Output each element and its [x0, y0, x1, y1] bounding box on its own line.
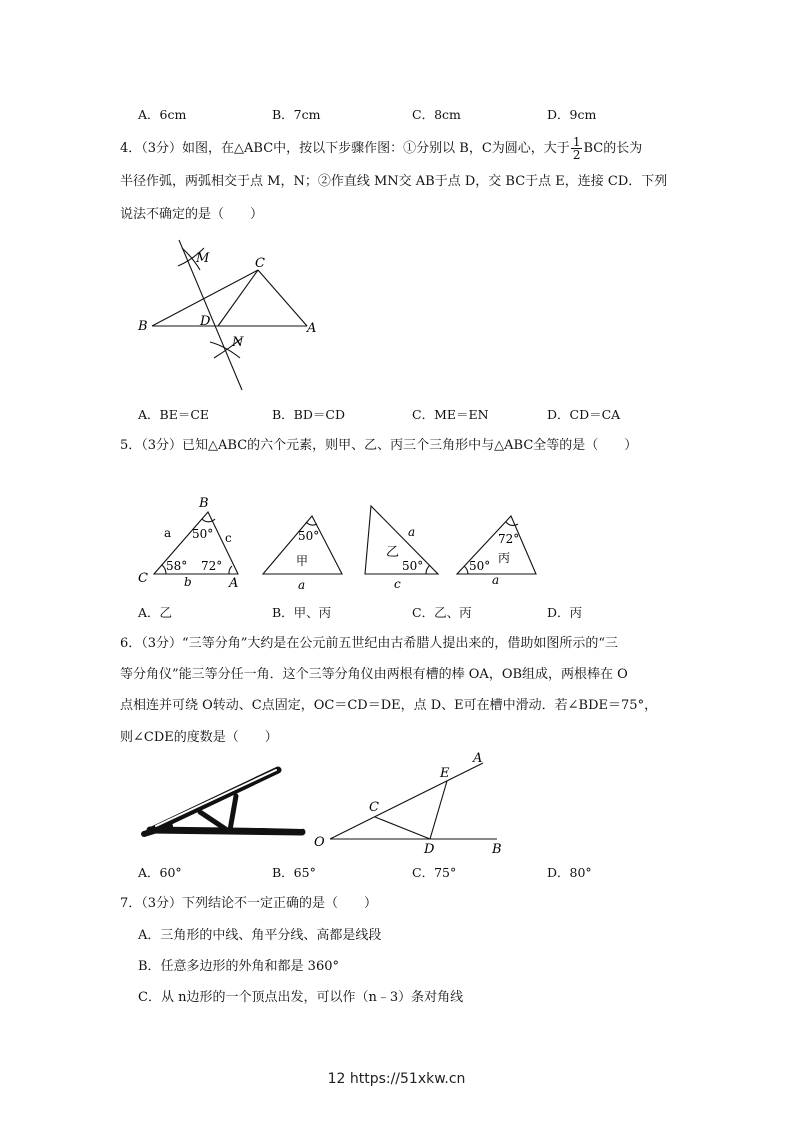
- q5-figure: [130, 490, 550, 590]
- q4-figure: [130, 230, 340, 400]
- q6-figure: [310, 750, 510, 855]
- q5-option-a: A．乙: [138, 605, 173, 620]
- q5-bing-angle-top: 72°: [498, 532, 520, 546]
- q6-label-c: C: [369, 800, 379, 815]
- q6-ray-oa: [330, 763, 483, 839]
- q5-yi-angle: 50°: [402, 559, 424, 573]
- q5-yi-side-c: c: [394, 577, 401, 590]
- q5-bing-angle-left-arc: [464, 566, 468, 574]
- q6-label-e: E: [440, 766, 450, 781]
- q6-option-a: A．60°: [138, 865, 182, 880]
- q4-label-m: M: [196, 251, 210, 266]
- page-footer: 12 https://51xkw.cn: [327, 1071, 466, 1087]
- q6-stem-line3: 点相连并可绕 O转动、C点固定，OC＝CD＝DE，点 D、E可在槽中滑动．若∠BDE＝75°，: [120, 698, 658, 713]
- q5-yi-angle-arc: [426, 565, 430, 574]
- q6-photo-rod-oa-groove: [156, 770, 276, 826]
- q5-jia-side: a: [298, 578, 306, 590]
- q3-option-b: B．7cm: [272, 107, 321, 122]
- q4-fraction: [571, 136, 583, 161]
- q5-option-c: C．乙、丙: [412, 605, 472, 620]
- q5-abc-side-b: b: [184, 575, 192, 589]
- q7-option-c: C．从 n边形的一个顶点出发，可以作（n﹣3）条对角线: [138, 990, 464, 1005]
- q5-angle-a-arc: [229, 566, 232, 574]
- q4-frac-den: 2: [572, 148, 581, 162]
- q6-option-c: C．75°: [412, 865, 457, 880]
- q5-yi-side-a: a: [408, 525, 416, 539]
- q4-frac-num: 1: [572, 135, 581, 149]
- q4-option-b: B．BD＝CD: [272, 407, 345, 422]
- q6-stem-line4: 则∠CDE的度数是（ ）: [120, 730, 278, 745]
- q6-label-a: A: [473, 751, 483, 766]
- q5-option-d: D．丙: [547, 605, 583, 620]
- q5-option-b: B．甲、丙: [272, 605, 332, 620]
- q3-option-c: C．8cm: [412, 107, 461, 122]
- q4-label-n: N: [232, 335, 244, 350]
- q4-option-a: A．BE＝CE: [138, 407, 210, 422]
- q6-label-d: D: [424, 842, 435, 855]
- q6-label-o: O: [314, 835, 325, 850]
- q5-bing-angle-left: 50°: [469, 559, 491, 573]
- q5-bing-name: 丙: [498, 551, 511, 565]
- q6-trisector-photo: [140, 762, 310, 847]
- q5-bing-side: a: [492, 573, 500, 587]
- q5-yi-name: 乙: [386, 545, 400, 560]
- q4-line-mn: [179, 240, 242, 390]
- q5-abc-angle-a: 72°: [201, 559, 223, 573]
- q6-segment-cd: [375, 817, 430, 839]
- q4-stem-line3: 说法不确定的是（ ）: [120, 207, 264, 222]
- q7-option-b: B．任意多边形的外角和都是 360°: [138, 959, 339, 974]
- q4-option-c: C．ME＝EN: [412, 407, 489, 422]
- q5-jia-angle: 50°: [298, 529, 320, 543]
- q6-option-b: B．65°: [272, 865, 316, 880]
- q5-abc-label-a: A: [229, 576, 239, 590]
- q4-stem-line2: 半径作弧，两弧相交于点 M，N；②作直线 MN交 AB于点 D，交 BC于点 E，连接 CD．下列: [120, 174, 668, 189]
- q4-stem-line1-post: BC的长为: [583, 141, 643, 156]
- q4-stem-line1: [120, 136, 642, 161]
- q5-stem: 5．（3分）已知△ABC的六个元素，则甲、乙、丙三个三角形中与△ABC全等的是（ ）: [120, 438, 638, 453]
- q5-abc-side-c: c: [225, 531, 232, 545]
- q6-stem-line1: 6．（3分）“三等分角”大约是在公元前五世纪由古希腊人提出来的，借助如图所示的“三: [120, 636, 618, 651]
- q4-segment-cd: [218, 270, 258, 326]
- q4-label-a: A: [307, 321, 317, 336]
- q5-abc-angle-b: 50°: [192, 527, 214, 541]
- q4-label-c: C: [255, 256, 265, 271]
- q5-abc-label-c: C: [138, 571, 148, 586]
- q6-option-d: D．80°: [547, 865, 592, 880]
- q6-segment-de: [430, 781, 447, 839]
- q4-segment-ca: [258, 270, 307, 326]
- q5-abc-angle-c: 58°: [166, 559, 188, 573]
- q4-option-d: D．CD＝CA: [547, 407, 621, 422]
- q4-label-b: B: [138, 319, 148, 334]
- q5-jia-name: 甲: [296, 554, 309, 568]
- q6-photo-link-de: [230, 796, 236, 830]
- q5-abc-label-b: B: [199, 496, 209, 511]
- q5-abc-side-a: a: [164, 526, 172, 540]
- q6-stem-line2: 等分角仪”能三等分任一角．这个三等分角仪由两根有槽的棒 OA，OB组成，两根棒在 O: [120, 667, 628, 682]
- q6-label-b: B: [492, 842, 502, 855]
- q3-option-d: D．9cm: [547, 107, 597, 122]
- q4-stem-line1-pre: 4．（3分）如图，在△ABC中，按以下步骤作图：①分别以 B，C为圆心，大于: [120, 141, 570, 156]
- q7-option-a: A．三角形的中线、角平分线、高都是线段: [138, 928, 382, 943]
- q7-stem: 7．（3分）下列结论不一定正确的是（ ）: [120, 896, 378, 911]
- q5-bing-angle-top-arc: [506, 522, 518, 525]
- q3-option-a: A．6cm: [138, 107, 187, 122]
- q4-label-d: D: [200, 314, 211, 329]
